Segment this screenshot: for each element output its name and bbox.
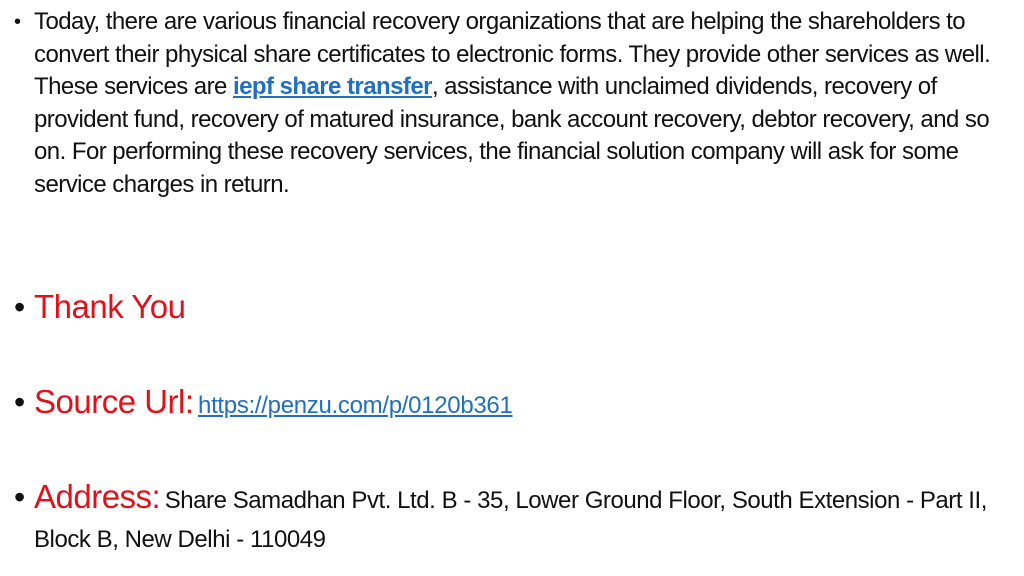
bullet-dot: •: [14, 384, 26, 420]
bullet-dot: •: [14, 479, 26, 515]
source-url-link[interactable]: https://penzu.com/p/0120b361: [198, 392, 513, 419]
bullet-dot: •: [14, 11, 21, 33]
bullet-thank-you: [14, 286, 1012, 328]
bullet-services-paragraph: [14, 6, 1012, 201]
paragraph-text-after: , assistance with unclaimed dividends, recovery of provident fund, recovery of matured insurance, bank account recovery, debtor recovery, and so on. For performing these recovery services, the financial solution company will ask for some service charges in return.: [34, 73, 990, 198]
thank-you-heading: Thank You: [34, 288, 186, 325]
bullet-dot: •: [14, 289, 26, 325]
bullet-address: [14, 476, 1012, 561]
address-text: Share Samadhan Pvt. Ltd. B - 35, Lower Ground Floor, South Extension - Part II, Block B, New Delhi - 110049: [34, 487, 987, 553]
iepf-share-transfer-link[interactable]: iepf share transfer: [232, 73, 432, 100]
source-url-label: Source Url:: [34, 383, 194, 420]
address-label: Address:: [34, 478, 161, 515]
bullet-source-url: [14, 381, 1012, 423]
paragraph-text-before: Today, there are various financial recovery organizations that are helping the shareholders to convert their physical share certificates to electronic forms. They provide other services as well. These services are: [34, 8, 991, 100]
services-paragraph: [34, 6, 1012, 201]
